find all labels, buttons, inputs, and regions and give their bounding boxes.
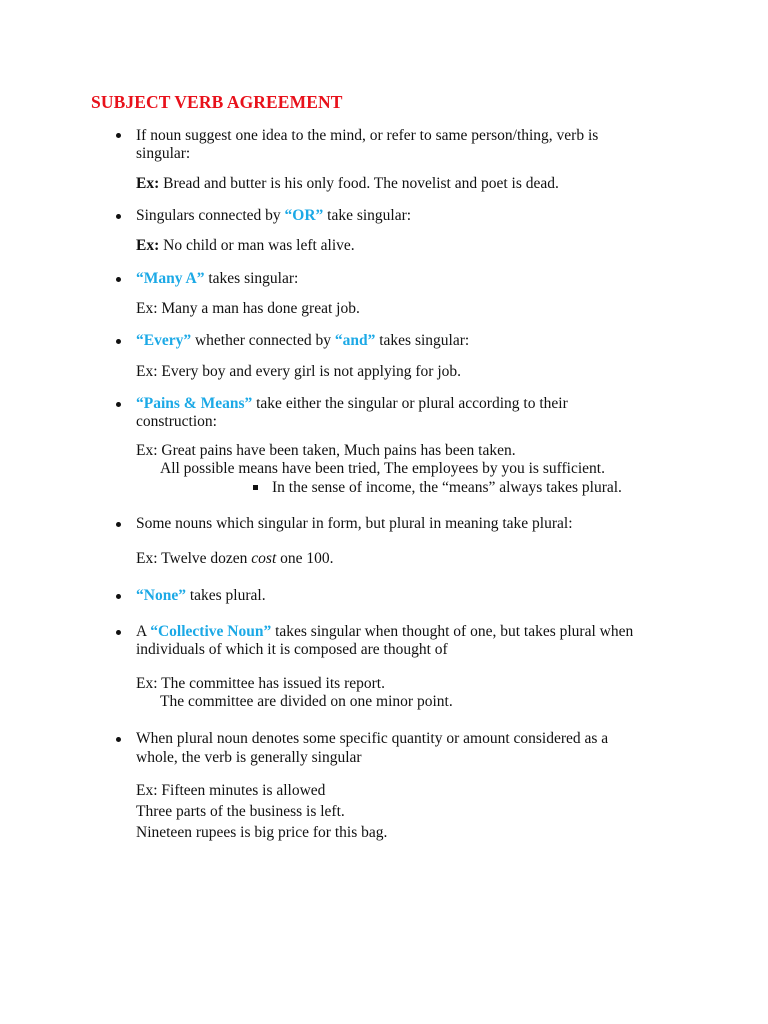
example-text: Ex: Twelve dozen xyxy=(136,550,252,567)
rule-4-keyword-2: “and” xyxy=(334,332,376,349)
bullet-icon xyxy=(116,277,121,282)
bullet-icon xyxy=(116,522,121,527)
example-italic: cost xyxy=(251,550,277,567)
bullet-icon xyxy=(116,737,121,742)
example-text-end: one 100. xyxy=(276,550,334,567)
rule-8-example-1: Ex: The committee has issued its report. xyxy=(136,675,385,692)
rule-8-text: A xyxy=(136,623,151,640)
rule-3-text: takes singular: xyxy=(204,270,299,287)
rule-5-text: take either the singular or plural according to their xyxy=(252,395,568,412)
rule-1-line-1: If noun suggest one idea to the mind, or refer to same person/thing, verb is xyxy=(136,127,599,144)
page-title: SUBJECT VERB AGREEMENT xyxy=(91,92,343,112)
bullet-icon xyxy=(116,133,121,138)
rule-3-line-1 xyxy=(136,270,298,288)
rule-9-example-2: Three parts of the business is left. xyxy=(136,803,345,820)
rule-5-example-1: Ex: Great pains have been taken, Much pains has been taken. xyxy=(136,442,516,459)
example-text: No child or man was left alive. xyxy=(159,237,355,254)
rule-6-line-1: Some nouns which singular in form, but plural in meaning take plural: xyxy=(136,515,573,532)
rule-2-keyword: “OR” xyxy=(284,207,324,224)
rule-4-text: whether connected by xyxy=(191,332,335,349)
rule-8-keyword: “Collective Noun” xyxy=(150,623,272,640)
rule-6-example xyxy=(136,550,334,568)
bullet-icon xyxy=(116,630,121,635)
rule-4-keyword-1: “Every” xyxy=(136,332,192,349)
rule-9-line-2: whole, the verb is generally singular xyxy=(136,749,362,766)
rule-2-line-1 xyxy=(136,207,411,225)
rule-4-example: Ex: Every boy and every girl is not applying for job. xyxy=(136,363,462,380)
example-text: Bread and butter is his only food. The novelist and poet is dead. xyxy=(159,175,559,192)
rule-1-example xyxy=(136,175,559,193)
rule-1-line-2: singular: xyxy=(136,145,191,162)
rule-8-example-2: The committee are divided on one minor point. xyxy=(160,693,453,710)
rule-9-example-3: Nineteen rupees is big price for this bag. xyxy=(136,824,388,841)
square-bullet-icon xyxy=(253,485,258,490)
rule-5-example-2: All possible means have been tried, The employees by you is sufficient. xyxy=(160,460,605,477)
rule-7-line-1 xyxy=(136,587,266,605)
rule-7-keyword: “None” xyxy=(136,587,186,604)
bullet-icon xyxy=(116,402,121,407)
rule-9-line-1: When plural noun denotes some specific quantity or amount considered as a xyxy=(136,730,609,747)
bullet-icon xyxy=(116,594,121,599)
rule-5-sub-point: In the sense of income, the “means” always takes plural. xyxy=(272,479,622,496)
bullet-icon xyxy=(116,339,121,344)
example-label: Ex: xyxy=(136,175,160,192)
rule-9-example-1: Ex: Fifteen minutes is allowed xyxy=(136,782,326,799)
rule-8-line-1 xyxy=(136,623,633,641)
rule-2-text: Singulars connected by xyxy=(136,207,285,224)
rule-2-example xyxy=(136,237,355,255)
rule-3-keyword: “Many A” xyxy=(136,270,205,287)
rule-5-keyword: “Pains & Means” xyxy=(136,395,253,412)
rule-5-line-2: construction: xyxy=(136,413,217,430)
rule-5-line-1 xyxy=(136,395,568,413)
example-label: Ex: xyxy=(136,237,160,254)
bullet-icon xyxy=(116,214,121,219)
rule-7-text: takes plural. xyxy=(185,587,266,604)
rule-2-text-end: take singular: xyxy=(323,207,412,224)
rule-4-line-1 xyxy=(136,332,469,350)
rule-3-example: Ex: Many a man has done great job. xyxy=(136,300,360,317)
rule-8-text-end: takes singular when thought of one, but takes plural when xyxy=(271,623,634,640)
rule-8-line-2: individuals of which it is composed are thought of xyxy=(136,641,448,658)
rule-4-text-end: takes singular: xyxy=(375,332,470,349)
